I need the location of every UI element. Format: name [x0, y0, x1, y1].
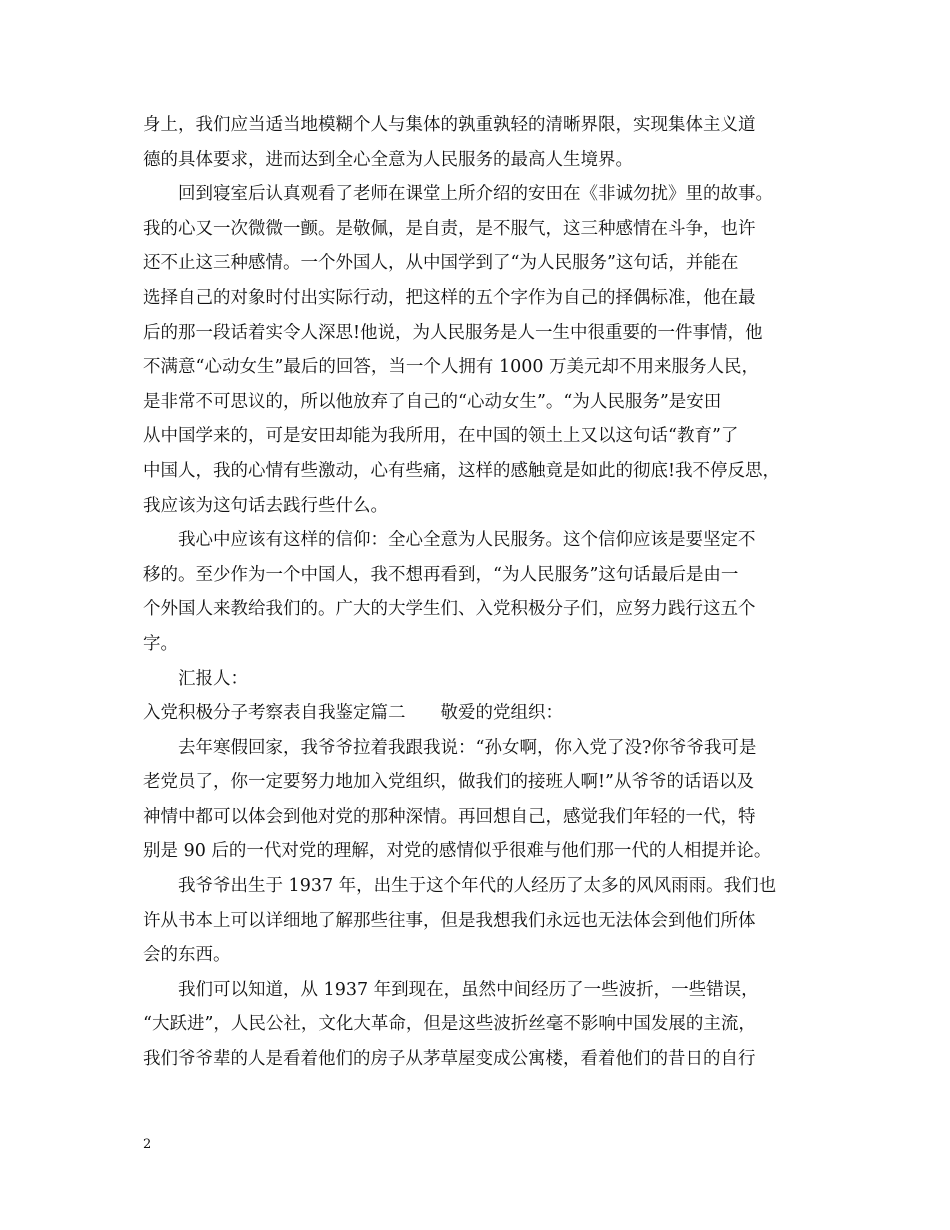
text-line: 选择自己的对象时付出实际行动，把这样的五个字作为自己的择偶标准，他在最 [143, 287, 756, 308]
text-line: 会的东西。 [143, 945, 231, 966]
text-line: 还不止这三种感情。一个外国人，从中国学到了“为人民服务”这句话，并能在 [143, 253, 739, 274]
page-number: 2 [143, 1137, 152, 1152]
text-line: 入党积极分子考察表自我鉴定篇二 敬爱的党组织： [143, 703, 563, 724]
document-body [143, 108, 811, 1077]
text-line: 回到寝室后认真观看了老师在课堂上所介绍的安田在《非诚勿扰》里的故事。 [178, 184, 773, 205]
text-line: 我应该为这句话去践行些什么。 [143, 495, 388, 516]
text-line: 神情中都可以体会到他对党的那种深情。再回想自己，感觉我们年轻的一代，特 [143, 806, 756, 827]
text-line: 字。 [143, 633, 178, 654]
text-line: 中国人，我的心情有些激动，心有些痛，这样的感触竟是如此的彻底!我不停反思， [143, 460, 781, 481]
text-line: 别是 90 后的一代对党的理解，对党的感情似乎很难与他们那一代的人相提并论。 [143, 841, 772, 862]
text-line: 身上，我们应当适当地模糊个人与集体的孰重孰轻的清晰界限，实现集体主义道 [143, 115, 756, 135]
text-line: 我心中应该有这样的信仰：全心全意为人民服务。这个信仰应该是要坚定不 [178, 530, 756, 551]
text-line: 我们可以知道，从 1937 年到现在，虽然中间经历了一些波折，一些错误， [178, 979, 759, 1000]
text-line: “大跃进”，人民公社，文化大革命，但是这些波折丝毫不影响中国发展的主流， [143, 1014, 756, 1035]
text-line: 个外国人来教给我们的。广大的大学生们、入党积极分子们，应努力践行这五个 [143, 599, 756, 620]
text-line: 不满意“心动女生”最后的回答，当一个人拥有 1000 万美元却不用来服务人民， [143, 357, 760, 378]
text-line: 汇报人： [178, 668, 248, 689]
text-line: 德的具体要求，进而达到全心全意为人民服务的最高人生境界。 [143, 149, 633, 170]
text-line: 去年寒假回家，我爷爷拉着我跟我说：“孙女啊，你入党了没?你爷爷我可是 [178, 737, 757, 758]
text-line: 后的那一段话着实令人深思!他说，为人民服务是人一生中很重要的一件事情，他 [143, 322, 763, 343]
text-line: 我的心又一次微微一颤。是敬佩，是自责，是不服气，这三种感情在斗争，也许 [143, 218, 756, 239]
text-line: 我们爷爷辈的人是看着他们的房子从茅草屋变成公寓楼，看着他们的昔日的自行 [143, 1049, 756, 1070]
text-line: 我爷爷出生于 1937 年，出生于这个年代的人经历了太多的风风雨雨。我们也 [178, 876, 777, 897]
text-line: 是非常不可思议的，所以他放弃了自己的“心动女生”。“为人民服务”是安田 [143, 391, 722, 412]
text-line: 老党员了，你一定要努力地加入党组织，做我们的接班人啊!”从爷爷的话语以及 [143, 772, 754, 793]
text-line: 移的。至少作为一个中国人，我不想再看到，“为人民服务”这句话最后是由一 [143, 564, 739, 585]
text-line: 许从书本上可以详细地了解那些往事，但是我想我们永远也无法体会到他们所体 [143, 910, 756, 931]
text-line: 从中国学来的，可是安田却能为我所用，在中国的领土上又以这句话“教育”了 [143, 426, 739, 447]
